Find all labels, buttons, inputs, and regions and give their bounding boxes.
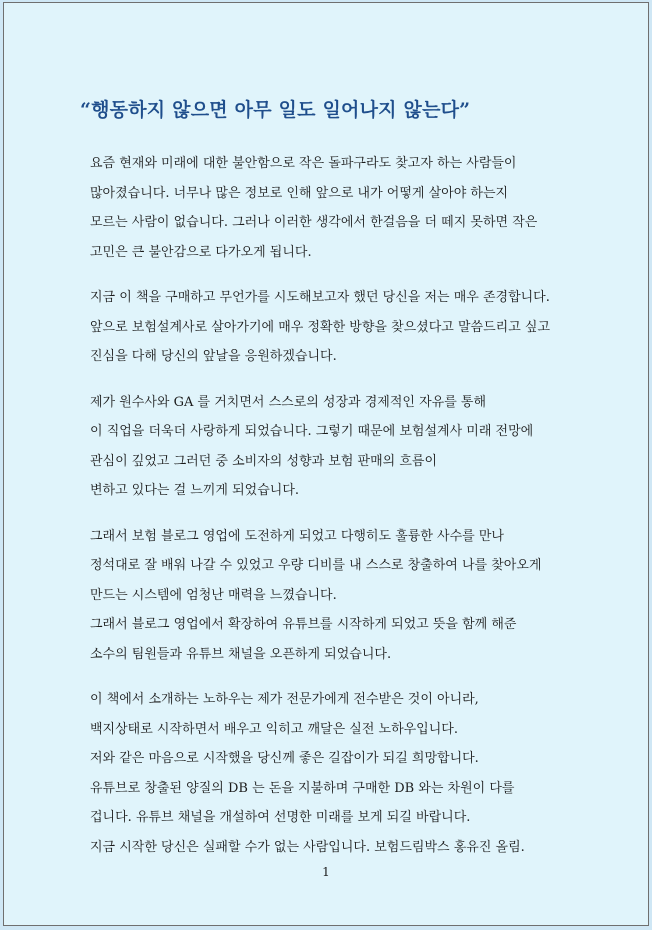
page-number: 1: [322, 865, 330, 879]
paragraph-4: [90, 522, 590, 670]
text-line: 변하고 있다는 걸 느끼게 되었습니다.: [90, 483, 300, 498]
document-page: [3, 2, 649, 926]
text-line: 진심을 다해 당신의 앞날을 응원하겠습니다.: [90, 349, 337, 364]
text-line: 유튜브로 창출된 양질의 DB 는 돈을 지불하며 구매한 DB 와는 차원이 다를: [90, 780, 515, 796]
text-line: 겁니다. 유튜브 채널을 개설하여 선명한 미래를 보게 되길 바랍니다.: [90, 810, 471, 825]
text-line: 만드는 시스템에 엄청난 매력을 느꼈습니다.: [90, 587, 337, 603]
text-line: 지금 시작한 당신은 실패할 수가 없는 사람입니다. 보험드림박스 홍유진 올림.: [90, 839, 525, 855]
text-line: 지금 이 책을 구매하고 무언가를 시도해보고자 했던 당신을 저는 매우 존경합니다.: [90, 290, 550, 305]
text-line: 저와 같은 마음으로 시작했을 당신께 좋은 길잡이가 되길 희망합니다.: [90, 751, 479, 766]
text-line: 그래서 보험 블로그 영업에 도전하게 되었고 다행히도 훌륭한 사수를 만나: [90, 528, 504, 544]
paragraph-3: [90, 388, 590, 506]
text-line: 제가 원수사와 GA 를 거치면서 스스로의 성장과 경제적인 자유를 통해: [90, 394, 487, 410]
paragraph-2: [90, 283, 590, 372]
text-line: 관심이 깊었고 그러던 중 소비자의 성향과 보험 판매의 흐름이: [90, 453, 438, 469]
text-line: 고민은 큰 불안감으로 다가오게 됩니다.: [90, 244, 312, 260]
document-body: [90, 149, 590, 862]
document-title: “행동하지 않으면 아무 일도 일어나지 않는다”: [80, 99, 471, 121]
text-line: 정석대로 잘 배워 나갈 수 있었고 우량 디비를 내 스스로 창출하여 나를 찾아오게: [90, 558, 542, 573]
text-line: 요즘 현재와 미래에 대한 불안함으로 작은 돌파구라도 찾고자 하는 사람들이: [90, 156, 517, 171]
paragraph-1: [90, 149, 590, 267]
text-line: 그래서 블로그 영업에서 확장하여 유튜브를 시작하게 되었고 뜻을 함께 해준: [90, 617, 517, 632]
text-line: 앞으로 보험설계사로 살아가기에 매우 정확한 방향을 찾으셨다고 말씀드리고 싶고: [90, 319, 551, 335]
text-line: 모르는 사람이 없습니다. 그러나 이러한 생각에서 한걸음을 더 떼지 못하면 작은: [90, 215, 538, 230]
paragraph-5: [90, 685, 590, 862]
text-line: 소수의 팀원들과 유튜브 채널을 오픈하게 되었습니다.: [90, 646, 392, 662]
text-line: 백지상태로 시작하면서 배우고 익히고 깨달은 실전 노하우입니다.: [90, 721, 458, 737]
text-line: 많아졌습니다. 너무나 많은 정보로 인해 앞으로 내가 어떻게 살아야 하는지: [90, 185, 509, 201]
text-line: 이 직업을 더욱더 사랑하게 되었습니다. 그렇기 때문에 보험설계사 미래 전망에: [90, 424, 534, 439]
text-line: 이 책에서 소개하는 노하우는 제가 전문가에게 전수받은 것이 아니라,: [90, 692, 479, 707]
